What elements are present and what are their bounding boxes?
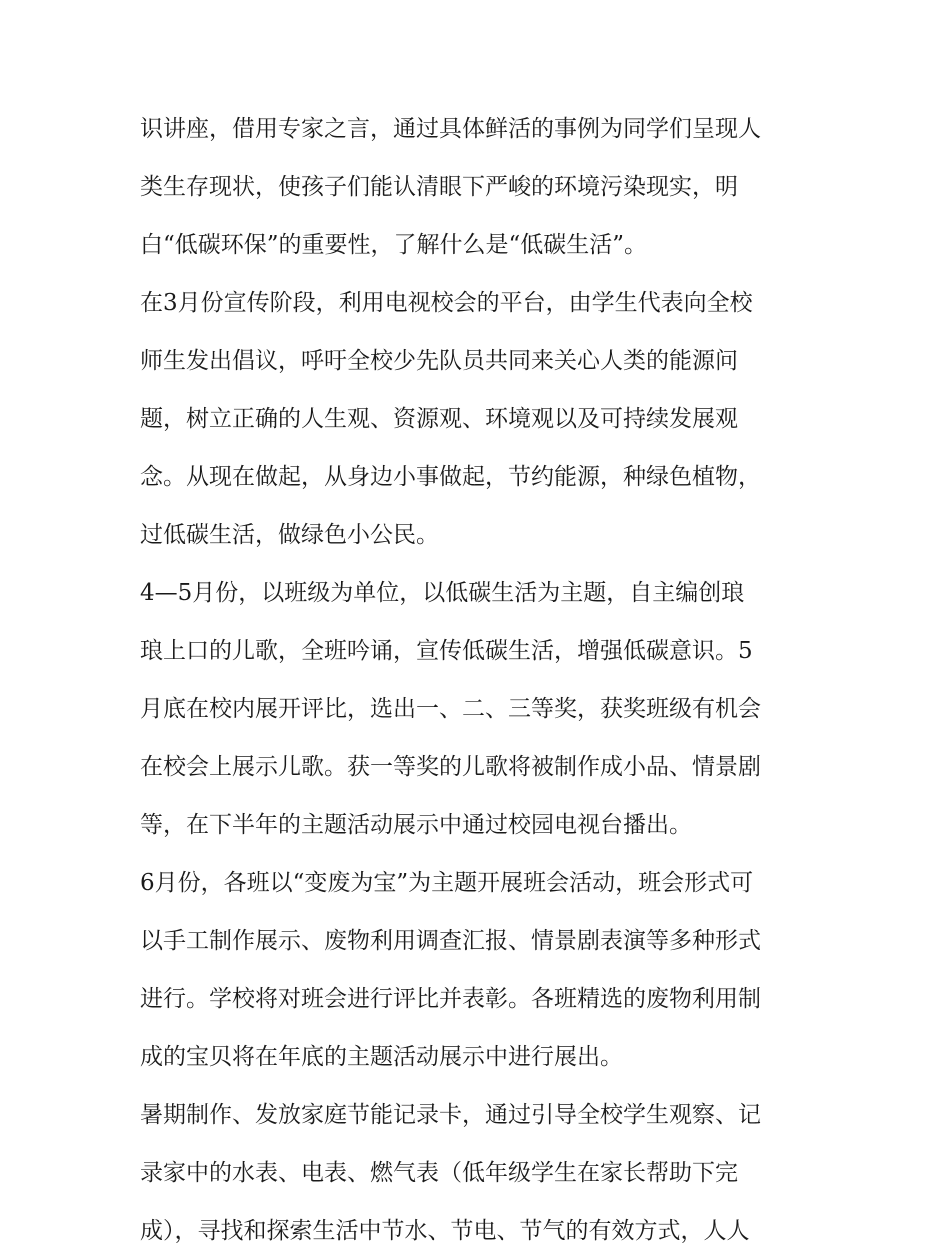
text-line: 月底在校内展开评比，选出一、二、三等奖，获奖班级有机会	[140, 696, 761, 722]
text-line: 念。从现在做起，从身边小事做起，节约能源，种绿色植物，	[140, 464, 761, 490]
text-line: 在校会上展示儿歌。获一等奖的儿歌将被制作成小品、情景剧	[140, 754, 761, 780]
text-line: 6月份，各班以“变废为宝”为主题开展班会活动，班会形式可	[140, 870, 754, 896]
text-line: 暑期制作、发放家庭节能记录卡，通过引导全校学生观察、记	[140, 1102, 761, 1128]
text-line: 录家中的水表、电表、燃气表（低年级学生在家长帮助下完	[140, 1160, 738, 1186]
text-line: 成），寻找和探索生活中节水、节电、节气的有效方式，人人	[140, 1218, 750, 1244]
text-line: 识讲座，借用专家之言，通过具体鲜活的事例为同学们呈现人	[140, 116, 761, 142]
text-line: 在3月份宣传阶段，利用电视校会的平台，由学生代表向全校	[140, 290, 753, 316]
text-line: 成的宝贝将在年底的主题活动展示中进行展出。	[140, 1044, 623, 1070]
text-line: 类生存现状，使孩子们能认清眼下严峻的环境污染现实，明	[140, 174, 738, 200]
text-line: 以手工制作展示、废物利用调查汇报、情景剧表演等多种形式	[140, 928, 761, 954]
text-line: 师生发出倡议，呼吁全校少先队员共同来关心人类的能源问	[140, 348, 738, 374]
text-line: 过低碳生活，做绿色小公民。	[140, 522, 439, 548]
text-line: 琅上口的儿歌，全班吟诵，宣传低碳生活，增强低碳意识。5	[140, 638, 753, 664]
text-line: 题，树立正确的人生观、资源观、环境观以及可持续发展观	[140, 406, 738, 432]
body-text	[140, 100, 820, 1260]
text-line: 白“低碳环保”的重要性，了解什么是“低碳生活”。	[140, 232, 648, 258]
text-line: 等，在下半年的主题活动展示中通过校园电视台播出。	[140, 812, 692, 838]
text-line: 4—5月份，以班级为单位，以低碳生活为主题，自主编创琅	[140, 580, 745, 606]
text-line: 进行。学校将对班会进行评比并表彰。各班精选的废物利用制	[140, 986, 761, 1012]
